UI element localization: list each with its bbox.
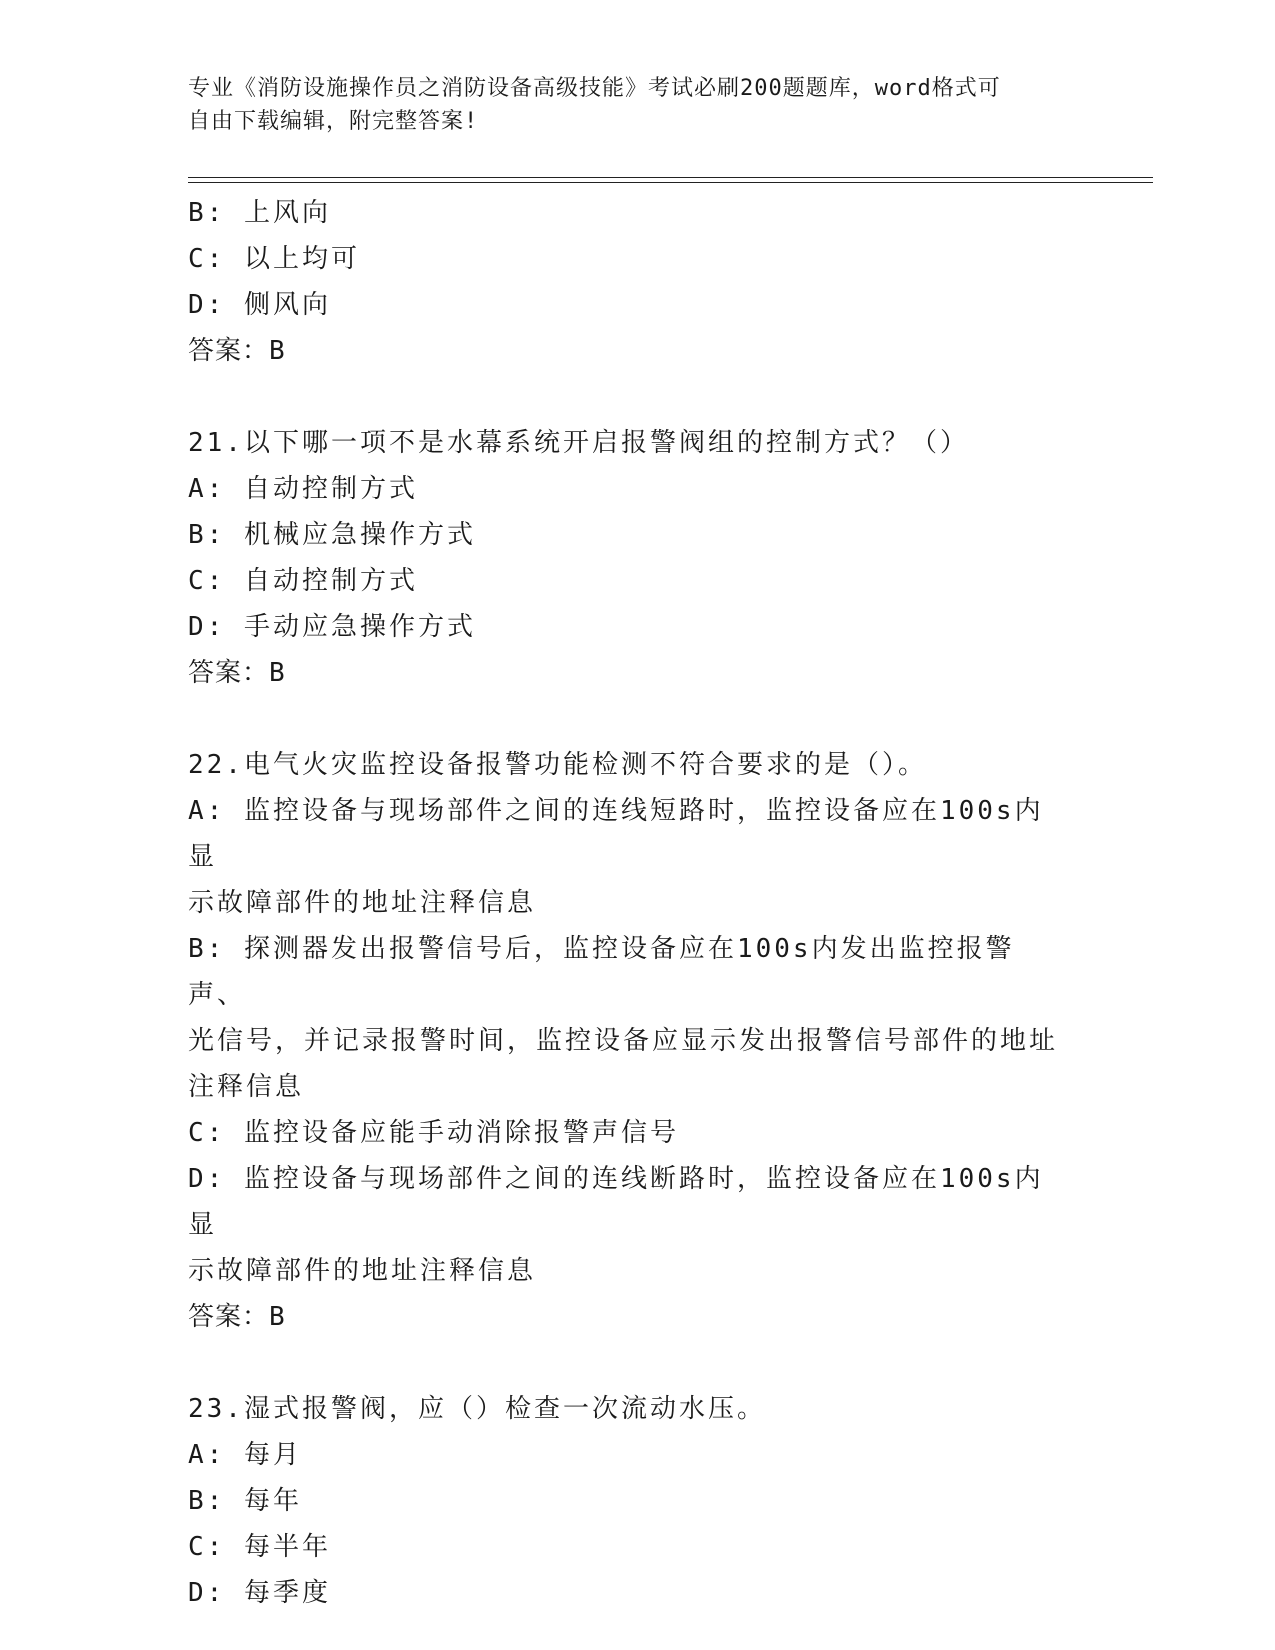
option-d: D: 侧风向 — [188, 290, 331, 320]
question-22 — [188, 742, 1068, 1340]
option-a-line-2: 示故障部件的地址注释信息 — [188, 888, 537, 918]
option-c: C: 监控设备应能手动消除报警声信号 — [188, 1118, 679, 1148]
header-divider-bottom — [188, 182, 1153, 183]
option-c: C: 每半年 — [188, 1532, 331, 1562]
question-20 — [188, 190, 1068, 374]
header-divider-top — [188, 177, 1153, 178]
question-stem: 21.以下哪一项不是水幕系统开启报警阀组的控制方式？（） — [188, 428, 969, 458]
option-b-line-2: 光信号，并记录报警时间，监控设备应显示发出报警信号部件的地址 — [188, 1026, 1059, 1056]
option-a: A: 每月 — [188, 1440, 302, 1470]
question-stem: 22.电气火灾监控设备报警功能检测不符合要求的是（）。 — [188, 750, 927, 780]
option-c: C: 以上均可 — [188, 244, 360, 274]
spacer — [188, 374, 1068, 420]
spacer — [188, 696, 1068, 742]
option-b-line-3: 注释信息 — [188, 1072, 305, 1102]
option-d: D: 每季度 — [188, 1578, 331, 1608]
spacer — [188, 1340, 1068, 1386]
option-b-line-1: B: 探测器发出报警信号后，监控设备应在100s内发出监控报警声、 — [188, 934, 1015, 1010]
question-list — [188, 190, 1068, 1616]
option-d-line-1: D: 监控设备与现场部件之间的连线断路时，监控设备应在100s内显 — [188, 1164, 1044, 1240]
answer: 答案：B — [188, 1302, 286, 1332]
option-a-line-1: A: 监控设备与现场部件之间的连线短路时，监控设备应在100s内显 — [188, 796, 1044, 872]
document-header — [188, 72, 1068, 138]
option-b: B: 上风向 — [188, 198, 331, 228]
option-c: C: 自动控制方式 — [188, 566, 418, 596]
option-a: A: 自动控制方式 — [188, 474, 418, 504]
option-b: B: 每年 — [188, 1486, 302, 1516]
question-21 — [188, 420, 1068, 696]
answer: 答案：B — [188, 658, 286, 688]
question-23 — [188, 1386, 1068, 1616]
question-stem: 23.湿式报警阀，应（）检查一次流动水压。 — [188, 1394, 766, 1424]
header-line-1: 专业《消防设施操作员之消防设备高级技能》考试必刷200题题库，word格式可 — [188, 76, 1001, 101]
option-d-line-2: 示故障部件的地址注释信息 — [188, 1256, 537, 1286]
header-line-2: 自由下载编辑，附完整答案! — [188, 109, 479, 134]
option-d: D: 手动应急操作方式 — [188, 612, 476, 642]
option-b: B: 机械应急操作方式 — [188, 520, 476, 550]
answer: 答案：B — [188, 336, 286, 366]
